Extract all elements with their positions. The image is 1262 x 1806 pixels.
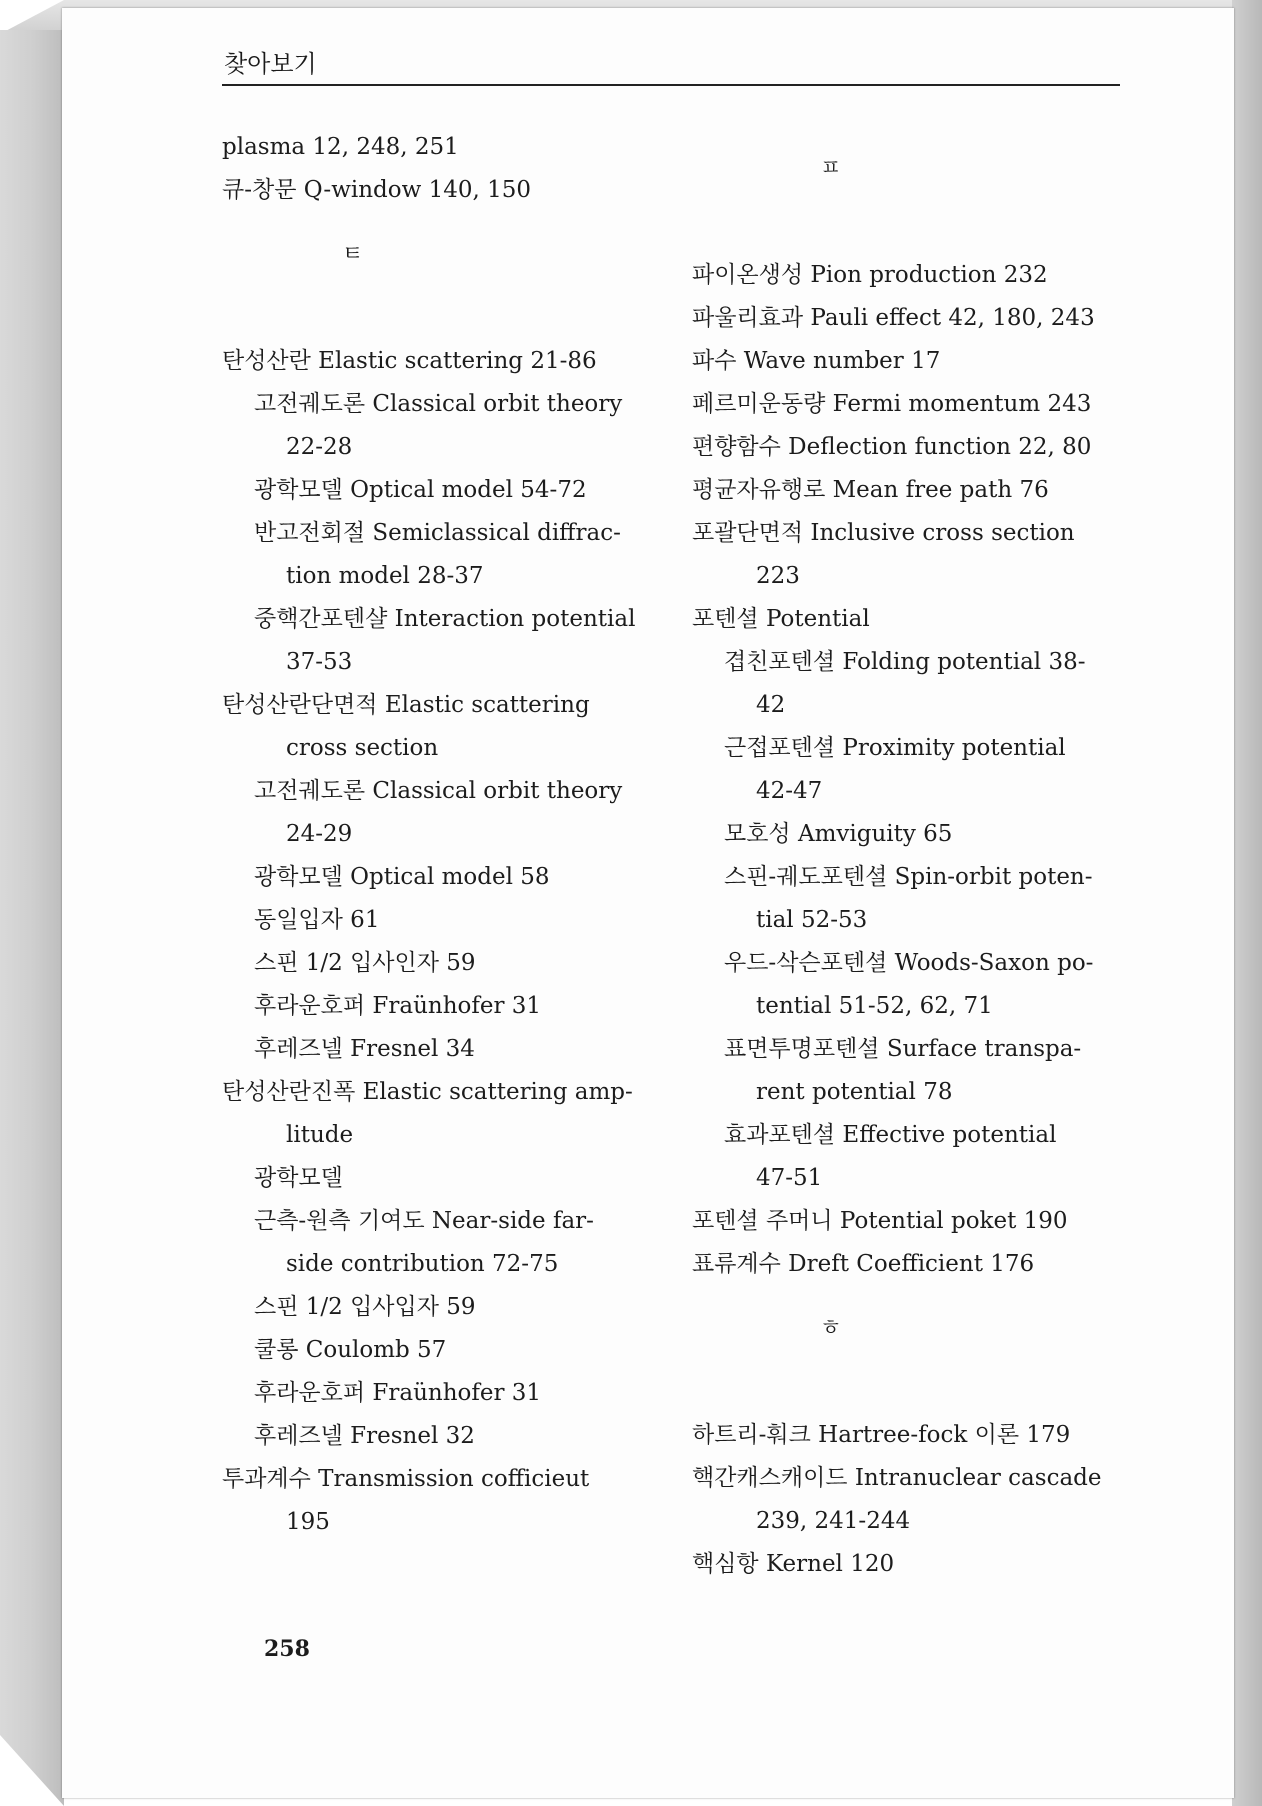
index-entry: 탄성산란진폭 Elastic scattering amp-: [222, 1079, 633, 1105]
index-entry: 큐-창문 Q-window 140, 150: [222, 177, 532, 203]
page-number: 258: [264, 1636, 310, 1662]
book-right-edge: [1232, 0, 1262, 1806]
index-entry: 핵심항 Kernel 120: [692, 1551, 895, 1577]
index-entry: 탄성산란 Elastic scattering 21-86: [222, 348, 597, 374]
index-entry: 표류계수 Dreft Coefficient 176: [692, 1251, 1035, 1277]
index-entry: 반고전회절 Semiclassical diffrac-: [254, 520, 621, 546]
index-entry: 후라운호퍼 Fraünhofer 31: [254, 993, 542, 1019]
index-entry: rent potential 78: [756, 1079, 953, 1105]
index-entry: 편향함수 Deflection function 22, 80: [692, 434, 1092, 460]
index-entry: 동일입자 61: [254, 907, 380, 933]
index-entry: 고전궤도론 Classical orbit theory: [254, 391, 623, 417]
running-header: 찾아보기: [224, 50, 317, 78]
index-column-left: [222, 126, 662, 1544]
header-rule: [222, 84, 1120, 86]
index-entry: 스핀 1/2 입사입자 59: [254, 1294, 476, 1320]
index-entry: 37-53: [286, 649, 353, 675]
index-entry: 스핀-궤도포텐셜 Spin-orbit poten-: [724, 864, 1093, 890]
index-entry: 투과계수 Transmission cofficieut: [222, 1466, 590, 1492]
index-entry: 겹친포텐셜 Folding potential 38-: [724, 649, 1086, 675]
index-entry: 페르미운동량 Fermi momentum 243: [692, 391, 1092, 417]
index-entry: tial 52-53: [756, 907, 868, 933]
index-column-right: [692, 126, 1132, 1586]
index-entry: 효과포텐셜 Effective potential: [724, 1122, 1057, 1148]
index-entry: 239, 241-244: [756, 1508, 911, 1534]
index-entry: 광학모델 Optical model 54-72: [254, 477, 587, 503]
index-entry: 22-28: [286, 434, 353, 460]
index-entry: 후라운호퍼 Fraünhofer 31: [254, 1380, 542, 1406]
book-spine: [0, 30, 64, 1806]
index-entry: 파이온생성 Pion production 232: [692, 262, 1048, 288]
index-entry: 중핵간포텐샬 Interaction potential: [254, 606, 636, 632]
section-heading: ㅌ: [342, 242, 364, 267]
index-entry: 모호성 Amviguity 65: [724, 821, 953, 847]
index-entry: tion model 28-37: [286, 563, 484, 589]
index-entry: 광학모델 Optical model 58: [254, 864, 550, 890]
index-entry: 탄성산란단면적 Elastic scattering: [222, 692, 590, 718]
index-entry: cross section: [286, 735, 439, 761]
index-entry: plasma 12, 248, 251: [222, 134, 459, 160]
index-entry: 고전궤도론 Classical orbit theory: [254, 778, 623, 804]
index-entry: tential 51-52, 62, 71: [756, 993, 993, 1019]
section-heading: ㅎ: [820, 1316, 842, 1341]
index-entry: 쿨롱 Coulomb 57: [254, 1337, 447, 1363]
index-entry: 47-51: [756, 1165, 823, 1191]
index-entry: 핵간캐스캐이드 Intranuclear cascade: [692, 1465, 1102, 1491]
index-entry: 광학모델: [254, 1165, 343, 1191]
index-entry: side contribution 72-75: [286, 1251, 559, 1277]
index-entry: 포텐셜 주머니 Potential poket 190: [692, 1208, 1068, 1234]
index-entry: 24-29: [286, 821, 353, 847]
index-entry: 후레즈넬 Fresnel 34: [254, 1036, 475, 1062]
section-heading: ㅍ: [820, 156, 842, 181]
index-entry: 우드-삭슨포텐셜 Woods-Saxon po-: [724, 950, 1094, 976]
index-entry: 스핀 1/2 입사인자 59: [254, 950, 476, 976]
index-entry: 근접포텐셜 Proximity potential: [724, 735, 1066, 761]
index-entry: 평균자유행로 Mean free path 76: [692, 477, 1049, 503]
index-entry: 표면투명포텐셜 Surface transpa-: [724, 1036, 1082, 1062]
index-entry: 42: [756, 692, 786, 718]
index-entry: 파울리효과 Pauli effect 42, 180, 243: [692, 305, 1095, 331]
index-entry: 42-47: [756, 778, 823, 804]
index-entry: 후레즈넬 Fresnel 32: [254, 1423, 475, 1449]
index-entry: 포텐셜 Potential: [692, 606, 870, 632]
index-entry: 223: [756, 563, 800, 589]
index-entry: 포괄단면적 Inclusive cross section: [692, 520, 1075, 546]
index-entry: litude: [286, 1122, 354, 1148]
index-entry: 하트리-훠크 Hartree-fock 이론 179: [692, 1422, 1071, 1448]
index-entry: 근측-원측 기여도 Near-side far-: [254, 1208, 594, 1234]
index-entry: 195: [286, 1509, 330, 1535]
index-entry: 파수 Wave number 17: [692, 348, 941, 374]
